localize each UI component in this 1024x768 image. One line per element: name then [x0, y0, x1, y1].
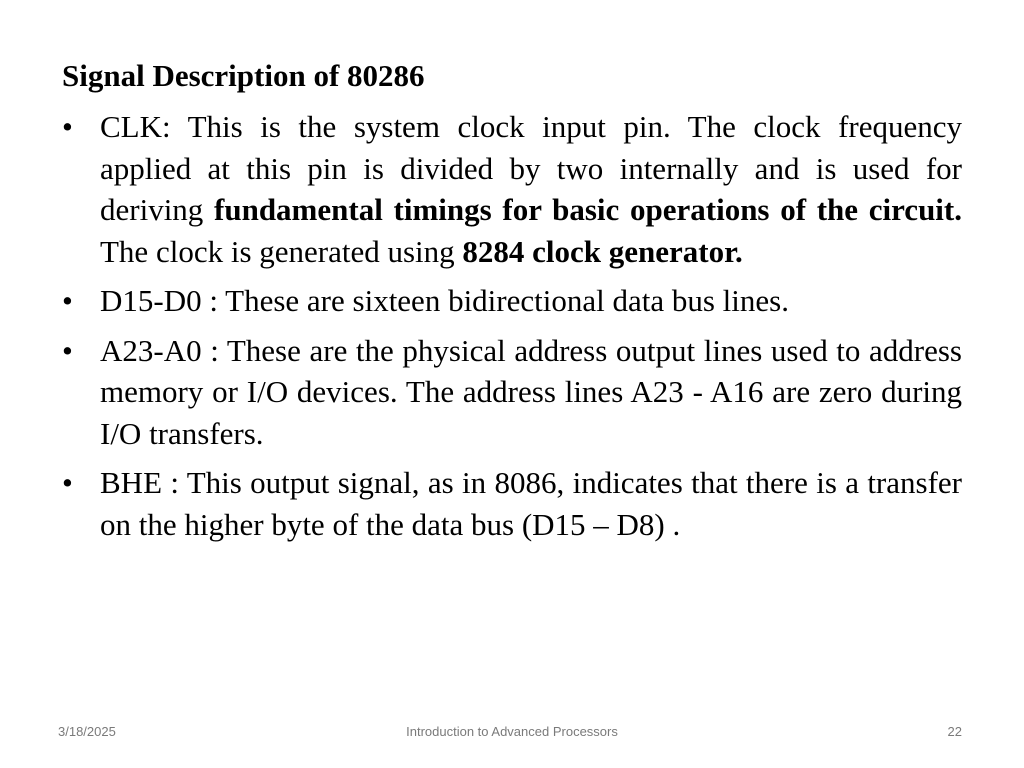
bullet-item-address-bus [62, 330, 962, 455]
bullet-item-bhe [62, 462, 962, 545]
bullet-text: BHE : This output signal, as in 8086, indicates that there is a transfer on the higher byte of the data bus (D15 – D8) . [100, 465, 962, 542]
bullet-marker: • [62, 283, 73, 318]
slide-title: Signal Description of 80286 [62, 58, 425, 93]
bullet-item-clk [62, 106, 962, 272]
bullet-marker: • [62, 465, 73, 500]
footer-title: Introduction to Advanced Processors [406, 724, 618, 739]
bullet-text: A23-A0 : These are the physical address output lines used to address memory or I/O devices. The address lines A23 - A16 are zero during I/O transfers. [100, 332, 962, 451]
bullet-item-data-bus [62, 280, 962, 322]
bullet-list [62, 106, 962, 553]
bullet-text: The clock is generated using [100, 233, 463, 269]
bullet-bold-text: 8284 clock generator. [462, 233, 743, 269]
bullet-text: CLK: This is the system clock input pin. The clock frequency applied at this pin is divided by two internally and is used for deriving [100, 109, 962, 227]
page-number: 22 [947, 724, 962, 739]
bullet-marker: • [62, 109, 73, 144]
bullet-marker: • [62, 332, 73, 368]
bullet-bold-text: fundamental timings for basic operations of the circuit. [214, 192, 962, 227]
footer-date: 3/18/2025 [58, 724, 116, 739]
bullet-text: D15-D0 : These are sixteen bidirectional data bus lines. [100, 283, 789, 318]
